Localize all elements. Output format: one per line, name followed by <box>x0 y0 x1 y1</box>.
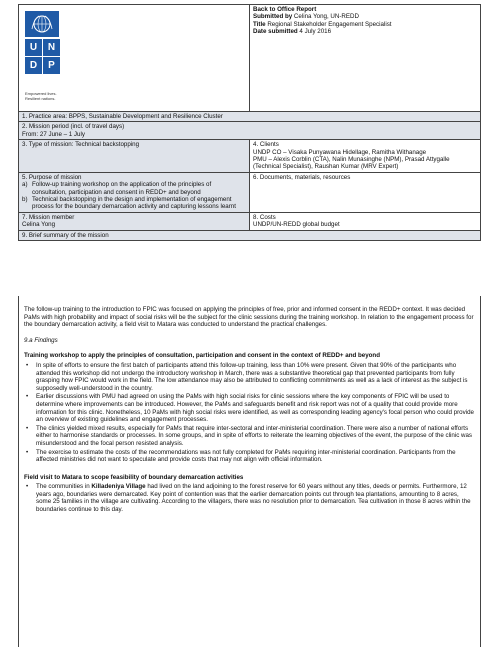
logo-tagline: Empowered lives. Resilient nations. <box>25 91 57 101</box>
logo-cell <box>19 5 250 112</box>
costs-field <box>250 212 481 230</box>
purpose-item: a) Follow-up training workshop on the application of the principles of consultation, participation and consent in REDD+ and beyond <box>22 181 212 196</box>
practice-area-field: 1. Practice area: BPPS, Sustainable Development and Resilience Cluster <box>19 112 481 122</box>
logo-letter: D <box>25 57 42 74</box>
mission-summary-body <box>18 296 480 515</box>
field-visit-findings-list <box>24 483 474 513</box>
date-submitted: Date submitted 4 July 2016 <box>253 28 332 36</box>
summary-heading-field: 9. Brief summary of the mission <box>19 230 481 240</box>
submitted-by: Submitted by Celina Yong, UN-REDD <box>253 13 359 21</box>
purpose-label: 5. Purpose of mission <box>22 173 82 181</box>
logo-letter: N <box>43 39 60 56</box>
frame-right-border <box>480 296 481 647</box>
mission-period-value: From: 27 June – 1 July <box>22 130 85 138</box>
list-item: • The communities in Killadeniya Village had lived on the land adjoining to the forest reserve for 60 years without any titles, deeds or permits. Furthermore, 12 years ago, boundaries were demarcated. Key point of contention was that the earlier demarcation points cut through tea plantations, amounting to 8 acres, some 25 families in the village are cultivating. According to the villagers, there was no resolution prior to demarcation. Tea cultivation in those 8 acres within the boundaries continue to this day. <box>36 483 474 513</box>
purpose-field <box>19 172 250 212</box>
logo-letter: U <box>25 39 42 56</box>
summary-intro: The follow-up training to the introduction to FPIC was focused on applying the principles of free, prior and informed consent in the REDD+ context. It was decided PaMs with high probability and impact of social risks will be the subject for the clinic sessions during the training workshop. In relation to the engagement process for the boundary demarcation activity, a field visit to Matara was conducted to understand the practical challenges. <box>24 306 474 329</box>
mission-period-field <box>19 122 481 140</box>
findings-subheading: 9.a Findings <box>24 336 58 344</box>
un-emblem-icon <box>25 11 59 37</box>
costs-label: 8. Costs <box>253 213 276 221</box>
list-item: • Earlier discussions with PMU had agreed on using the PaMs with high social risks for clinic sessions where the key components of FPIC will be used to determine where improvements can be introduced. However, the PaMs and safeguards benefit and risk report was not of a quality that could provide more information for this clinic. Nonetheless, 10 PaMs with high social risks were identified, as well as corresponding leading agency's focal person who could provide an overview of existing guidelines and engagement processes. <box>36 393 474 423</box>
training-workshop-heading: Training workshop to apply the principles of consultation, participation and consent in the context of REDD+ and beyond <box>24 352 380 360</box>
list-item: • The exercise to estimate the costs of the recommendations was not fully completed for PaMs requiring inter-ministerial coordination. Participants from the affected ministries did not want to speculate and provide costs that may not align with official information. <box>36 449 474 464</box>
mission-type-field: 3. Type of mission: Technical backstopping <box>19 140 250 173</box>
logo-letter: P <box>43 57 60 74</box>
list-item: • The clinics yielded mixed results, especially for PaMs that require inter-sectoral and inter-ministerial coordination. There were also a number of national efforts either to harmonise standards or processes. In some groups, and in spite of efforts to reiterate the learning objectives of the event, the purpose of the clinic was misunderstood and the focal person resisted analysis. <box>36 425 474 448</box>
purpose-item: b) Technical backstopping in the design and implementation of engagement process for the boundary demarcation activity and capturing lessons learnt <box>22 196 236 211</box>
training-findings-list <box>24 362 474 464</box>
field-visit-heading: Field visit to Matara to scope feasibility of boundary demarcation activities <box>24 473 244 481</box>
mission-period-label: 2. Mission period (incl. of travel days) <box>22 123 125 131</box>
clients-label: 4. Clients <box>253 141 279 149</box>
clients-value: UNDP CO – Visaka Punyawana Hidellage, Ramitha Withanage PMU – Alexis Corblin (CTA), Nalin Munasinghe (NPM), Prasad Attygalle (Technical Specialist), Raushan Kumar (MRV Expert) <box>253 148 450 171</box>
mission-form-table <box>18 4 481 241</box>
list-item: • In spite of efforts to ensure the first batch of participants attend this follow-up training, less than 10% were present. Given that 90% of the participants who attended this workshop did not undergo the introductory workshop in March, there was a substantive theoretical gap that prevented participants from fully grasping how FPIC would work in the field. The low attendance may also be attributed to conflicting commitments as well as a lack of interest as the subject is supposedly well-understood in the country. <box>36 362 474 392</box>
author-title: Title Regional Stakeholder Engagement Specialist <box>253 20 392 28</box>
costs-value: UNDP/UN-REDD global budget <box>253 221 340 229</box>
report-title: Back to Office Report <box>253 6 317 13</box>
documents-field: 6. Documents, materials, resources <box>250 172 481 212</box>
undp-logo <box>25 11 59 74</box>
report-header-cell <box>250 5 481 112</box>
mission-member-field <box>19 212 250 230</box>
mission-member-value: Celina Yong <box>22 221 56 229</box>
clients-field <box>250 140 481 173</box>
mission-member-label: 7. Mission member <box>22 213 75 221</box>
